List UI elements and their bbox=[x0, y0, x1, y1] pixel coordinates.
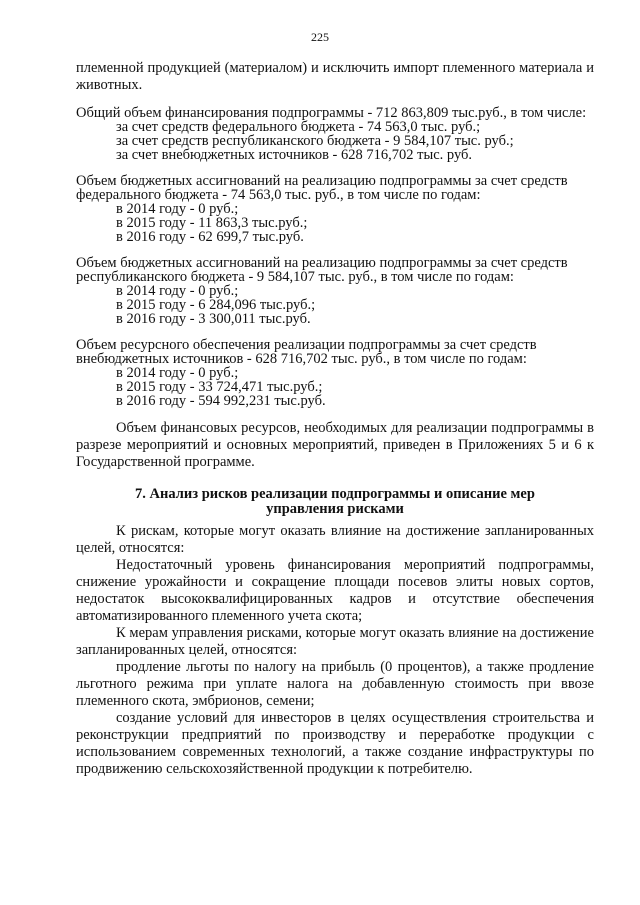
extrabudget-year-item: в 2014 году - 0 руб.; bbox=[116, 365, 239, 381]
page-number: 225 bbox=[311, 30, 329, 44]
total-financing-item: за счет средств республиканского бюджета - 9 584,107 тыс. руб.; bbox=[116, 133, 514, 149]
measure-item: продление льготы по налогу на прибыль (0 процентов), а также продление льготного режима при уплате налога на добавленную стоимость при ввозе племенного скота, эмбрионов, семени; bbox=[76, 659, 594, 709]
section-heading bbox=[76, 487, 594, 517]
republican-budget-lead: Объем бюджетных ассигнований на реализацию подпрограммы за счет средств республиканского бюджета - 9 584,107 тыс. руб., в том числе по годам: bbox=[76, 255, 568, 285]
federal-year-item: в 2016 году - 62 699,7 тыс.руб. bbox=[116, 229, 304, 245]
total-financing-lead: Общий объем финансирования подпрограммы - 712 863,809 тыс.руб., в том числе: bbox=[76, 105, 587, 121]
federal-year-item: в 2014 году - 0 руб.; bbox=[116, 201, 239, 217]
resources-paragraph: Объем финансовых ресурсов, необходимых для реализации подпрограммы в разрезе мероприятий и основных мероприятий, приведен в Приложениях 5 и 6 к Государственной программе. bbox=[76, 420, 594, 470]
total-financing-item: за счет средств федерального бюджета - 74 563,0 тыс. руб.; bbox=[116, 119, 481, 135]
republican-year-item: в 2016 году - 3 300,011 тыс.руб. bbox=[116, 311, 311, 327]
risks-text: Недостаточный уровень финансирования мероприятий подпрограммы, снижение урожайности и сокращение площади посевов элиты новых сортов, недостаток высококвалифицированных кадров и отсутствие обеспечения автоматизированного племенного учета скота; bbox=[76, 557, 594, 624]
measure-item: создание условий для инвесторов в целях осуществления строительства и реконструкции предприятий по производству и переработке продукции с использованием современных технологий, а также создание инфраструктуры по продвижению сельскохозяйственной продукции к потребителю. bbox=[76, 710, 594, 777]
intro-paragraph: племенной продукцией (материалом) и исключить импорт племенного материала и животных. bbox=[76, 60, 594, 93]
republican-year-item: в 2015 году - 6 284,096 тыс.руб.; bbox=[116, 297, 316, 313]
measures-intro: К мерам управления рисками, которые могут оказать влияние на достижение запланированных целей, относятся: bbox=[76, 625, 594, 658]
extrabudget-year-item: в 2015 году - 33 724,471 тыс.руб.; bbox=[116, 379, 323, 395]
section-heading-line: 7. Анализ рисков реализации подпрограммы и описание мер bbox=[135, 486, 535, 502]
federal-budget-lead: Объем бюджетных ассигнований на реализацию подпрограммы за счет средств федерального бюджета - 74 563,0 тыс. руб., в том числе по годам: bbox=[76, 173, 568, 203]
federal-budget-block bbox=[76, 174, 594, 244]
federal-year-item: в 2015 году - 11 863,3 тыс.руб.; bbox=[116, 215, 308, 231]
total-financing-item: за счет внебюджетных источников - 628 716,702 тыс. руб. bbox=[116, 147, 473, 163]
republican-year-item: в 2014 году - 0 руб.; bbox=[116, 283, 239, 299]
section-heading-line: управления рисками bbox=[266, 501, 404, 517]
document-body bbox=[76, 60, 594, 778]
republican-budget-block bbox=[76, 256, 594, 326]
risks-intro: К рискам, которые могут оказать влияние на достижение запланированных целей, относятся: bbox=[76, 523, 594, 556]
extrabudget-lead: Объем ресурсного обеспечения реализации подпрограммы за счет средств внебюджетных источников - 628 716,702 тыс. руб., в том числе по годам: bbox=[76, 337, 537, 367]
total-financing-block bbox=[76, 106, 594, 162]
extrabudget-year-item: в 2016 году - 594 992,231 тыс.руб. bbox=[116, 393, 326, 409]
extrabudget-block bbox=[76, 338, 594, 408]
